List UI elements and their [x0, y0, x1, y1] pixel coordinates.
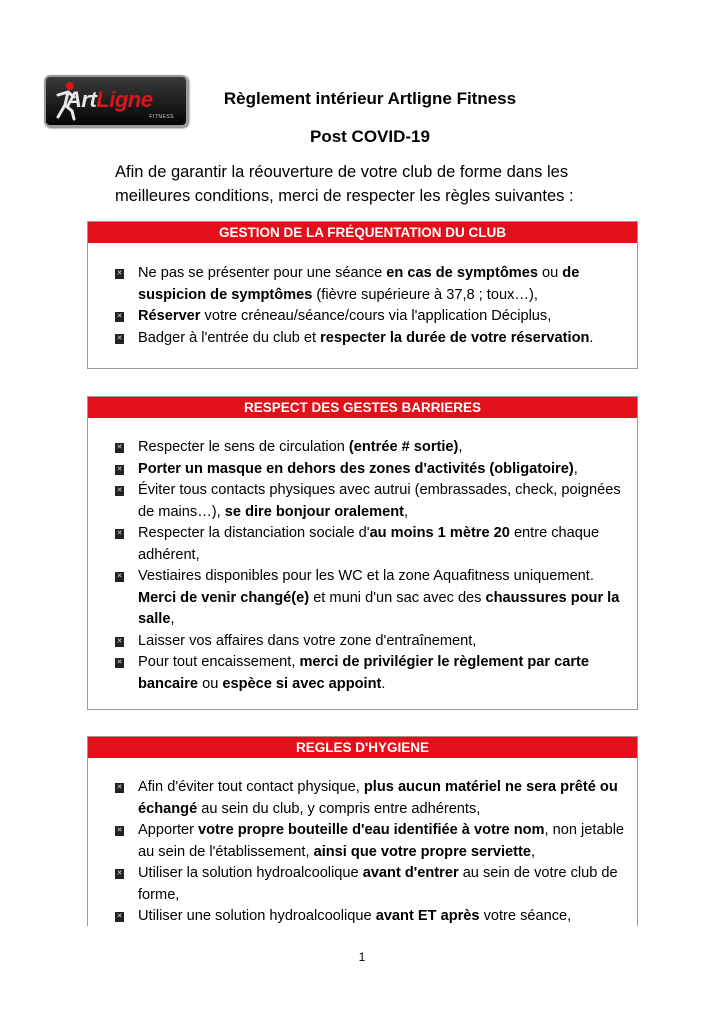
rule-text: Apporter	[138, 822, 199, 838]
rule-text-bold: avant d'entrer	[362, 865, 459, 881]
rule-text: Éviter tous contacts physiques avec autrui (embrassades, check, poignées de mains…),	[138, 482, 621, 520]
rule-text-bold: merci de privilégier le règlement par carte bancaire	[138, 654, 590, 692]
x-square-icon: ✕	[116, 637, 123, 645]
rule-item	[88, 777, 637, 820]
rule-item	[88, 306, 637, 328]
rule-text-bold: en cas de symptômes	[386, 265, 538, 281]
rule-text-bold: plus aucun matériel ne sera prêté ou échangé	[138, 779, 618, 817]
section-header: GESTION DE LA FRÉQUENTATION DU CLUB	[88, 222, 637, 243]
section-barrier-gestures	[87, 396, 638, 710]
rule-text: Afin d'éviter tout contact physique,	[138, 779, 364, 795]
rule-text: votre séance,	[479, 908, 572, 924]
rule-text: ,	[458, 439, 463, 455]
rule-text-bold: respecter la durée de votre réservation	[320, 329, 590, 346]
rule-text-bold: au moins 1 mètre 20	[369, 525, 510, 541]
x-square-icon: ✕	[116, 270, 123, 277]
rule-text-bold: (entrée # sortie)	[348, 439, 459, 455]
section-club-attendance	[87, 221, 638, 369]
logo-sub-text: FITNESS	[149, 114, 174, 120]
rules-list	[88, 243, 637, 349]
rule-text: ou	[198, 675, 223, 692]
x-square-icon: ✕	[116, 444, 123, 451]
rule-item	[88, 652, 637, 695]
rule-item	[88, 437, 637, 459]
x-square-icon: ✕	[116, 487, 123, 494]
rule-text-bold: ainsi que votre propre serviette	[313, 843, 531, 860]
x-square-icon: ✕	[116, 334, 123, 342]
rule-text: Respecter la distanciation sociale d'	[138, 525, 370, 541]
x-square-icon: ✕	[116, 573, 123, 580]
x-square-icon: ✕	[116, 313, 123, 320]
rule-text-bold: chaussures pour la salle	[138, 589, 620, 627]
rule-text: entre chaque adhérent,	[138, 525, 600, 563]
rules-list	[88, 418, 637, 695]
rule-text: Respecter le sens de circulation	[138, 439, 349, 455]
rule-item	[88, 631, 637, 653]
rule-item	[88, 906, 637, 928]
rule-text: au sein du club, y compris entre adhérents,	[197, 800, 481, 817]
rule-item	[88, 328, 637, 350]
rule-text-bold: votre propre bouteille d'eau identifiée à votre nom	[198, 822, 545, 838]
rule-text-bold: se dire bonjour oralement	[224, 503, 404, 520]
rule-text: Ne pas se présenter pour une séance	[138, 265, 387, 281]
rule-text: Vestiaires disponibles pour les WC et la zone Aquafitness uniquement.	[138, 568, 594, 584]
rules-list	[88, 758, 637, 928]
rule-text: .	[381, 675, 386, 692]
rule-text: Utiliser la solution hydroalcoolique	[138, 865, 363, 881]
section-header: REGLES D'HYGIENE	[88, 737, 637, 758]
rule-text: et muni d'un sac avec des	[309, 589, 486, 606]
rule-text-bold: de suspicion de symptômes	[138, 265, 580, 303]
rule-item	[88, 566, 637, 631]
rule-text: ou	[537, 265, 563, 281]
rule-item	[88, 480, 637, 523]
artligne-logo	[44, 75, 188, 127]
rule-text: au sein de votre club de forme,	[138, 865, 618, 903]
rule-text: ,	[170, 611, 175, 627]
rule-text-bold: Réserver	[138, 308, 201, 324]
x-square-icon: ✕	[116, 913, 123, 920]
rule-text: ,	[573, 460, 578, 477]
rule-text: .	[589, 329, 594, 346]
x-square-icon: ✕	[116, 784, 123, 791]
page-number: 1	[358, 950, 366, 964]
x-square-icon: ✕	[116, 530, 123, 537]
rule-text: Badger à l'entrée du club et	[138, 329, 321, 346]
rule-item	[88, 523, 637, 566]
rule-item	[88, 459, 637, 481]
x-square-icon: ✕	[116, 827, 123, 834]
section-header: RESPECT DES GESTES BARRIERES	[88, 397, 637, 418]
rule-item	[88, 863, 637, 906]
rule-text: ,	[404, 503, 409, 520]
rule-text-bold: Merci de venir changé(e)	[138, 589, 310, 606]
rule-text: Laisser vos affaires dans votre zone d'entraînement,	[138, 632, 477, 649]
page-subtitle: Post COVID-19	[310, 127, 430, 146]
x-square-icon: ✕	[116, 870, 123, 877]
section-hygiene-rules	[87, 736, 638, 926]
rule-text: votre créneau/séance/cours via l'application Déciplus,	[200, 308, 552, 324]
rule-text: Pour tout encaissement,	[138, 654, 300, 670]
x-square-icon: ✕	[116, 659, 123, 666]
x-square-icon: ✕	[116, 465, 123, 473]
rule-text-bold: espèce si avec appoint	[222, 675, 382, 692]
rule-text: (fièvre supérieure à 37,8 ; toux…),	[312, 286, 538, 303]
rule-text: , non jetable au sein de l'établissement,	[138, 822, 625, 860]
rule-item	[88, 263, 637, 306]
intro-paragraph: Afin de garantir la réouverture de votre club de forme dans les meilleures conditions, merci de respecter les règles suivantes :	[115, 163, 574, 205]
rule-item	[88, 820, 637, 863]
rule-text: Utiliser une solution hydroalcoolique	[138, 908, 376, 924]
rule-text-bold: Porter un masque en dehors des zones d'activités (obligatoire)	[138, 460, 574, 477]
logo-brand-text: ArtLigne	[66, 87, 153, 112]
page-title: Règlement intérieur Artligne Fitness	[223, 89, 517, 108]
rule-text: ,	[530, 843, 536, 860]
rule-text-bold: avant ET après	[375, 908, 480, 924]
